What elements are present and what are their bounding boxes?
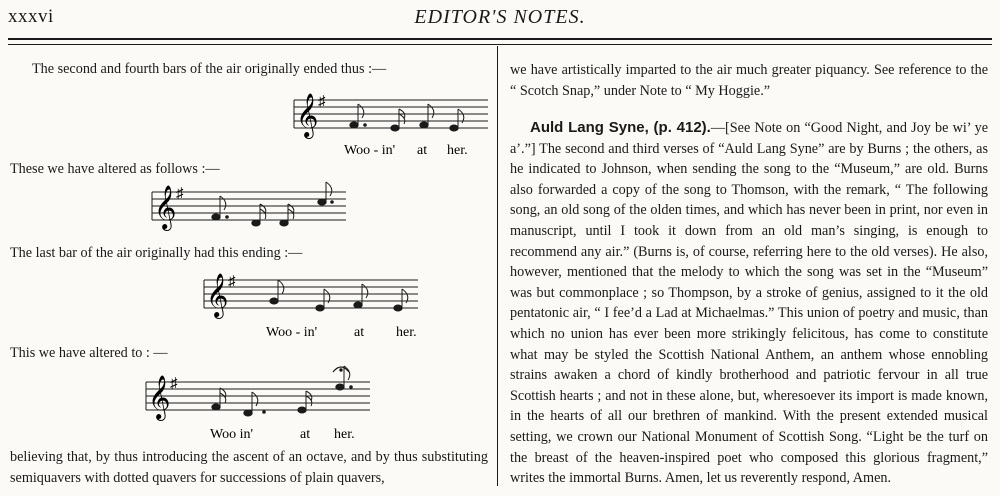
sharp-icon: ♯	[318, 94, 326, 110]
lyric: Woo - in'	[266, 325, 318, 340]
right-column	[510, 60, 988, 489]
lyric: at	[354, 325, 365, 340]
music-example-3	[202, 262, 422, 342]
left-column	[10, 50, 488, 494]
closing-paragraph: believing that, by thus introducing the ascent of an octave, and by thus substituting semiquavers with dotted quavers for successions of plain quavers,	[10, 449, 488, 486]
lyric: her.	[396, 325, 417, 340]
note-heading: Auld Lang Syne, (p. 412).	[530, 119, 711, 136]
treble-clef-icon: 𝄞	[148, 377, 171, 419]
last-bar-text: The last bar of the air originally had this ending :—	[10, 245, 303, 261]
header-rule	[8, 38, 992, 45]
music-example-2	[150, 178, 350, 238]
music-example-1	[292, 82, 492, 160]
lyric: Woo in'	[210, 427, 254, 442]
treble-clef-icon: 𝄞	[154, 187, 177, 229]
altered-text-1: These we have altered as follows :—	[10, 161, 220, 177]
note-body: —[See Note on “Good Night, and Joy be wi’ ye a’.”] The second and third verses of “Auld Lang Syne” are by Burns ; the others, as he indicated to Johnson, when sending the song to the “Museum,” are old. Burns also forwarded a copy of the song to Thomson, with the remark, “ The following song, an old song of the olden times, and which has never been in print, nor even in manuscript, until I took it down from an old man’s singing, is enough to recommend any air.” (Burns is, of course, referring here to the old verses). He also, however, mentioned that the melody to which the song was set in the “Museum” was but commonplace ; so Thompson, by a stroke of genius, assigned to it the old pentatonic air, “ I fee’d a Lad at Michaelmas.” This union of poetry and music, than which no union has ever been more strikingly felicitous, has come to constitute what may be styled the Scottish National Anthem, an anthem whose ennobling strains awaken a chord of kindly brotherhood and patriotic fervour in all true Scottish hearts ; and not in these alone, but, wheresoever its import is made known, in the hearts of all our brethren of mankind. With the present extended musical setting, we crown our National Monument of Scottish Song. “Light be the turf on the breast of the heaven-inspired poet who composed this glorious fragment,” writes the immortal Burns. Amen, let us reverently respond, Amen.	[510, 120, 989, 487]
altered-text-2: This we have altered to : —	[10, 345, 168, 361]
column-divider	[497, 46, 498, 486]
auld-lang-syne-paragraph	[510, 118, 988, 489]
lyric: Woo - in'	[344, 143, 396, 158]
continuation-paragraph: we have artistically imparted to the air much greater piquancy. See reference to the “ Scotch Snap,” under Note to “ My Hoggie.”	[510, 62, 988, 99]
sharp-icon: ♯	[228, 274, 236, 290]
lyric: her.	[334, 427, 355, 442]
music-example-4	[144, 360, 374, 442]
lyric: at	[300, 427, 311, 442]
lyric: her.	[447, 143, 468, 158]
sharp-icon: ♯	[170, 376, 178, 392]
page-number: xxxvi	[8, 6, 54, 27]
sharp-icon: ♯	[176, 186, 184, 202]
intro-text: The second and fourth bars of the air originally ended thus :—	[32, 61, 387, 77]
page-title: EDITOR'S NOTES.	[414, 6, 586, 28]
treble-clef-icon: 𝄞	[296, 95, 319, 137]
lyric: at	[417, 143, 428, 158]
treble-clef-icon: 𝄞	[206, 275, 229, 317]
